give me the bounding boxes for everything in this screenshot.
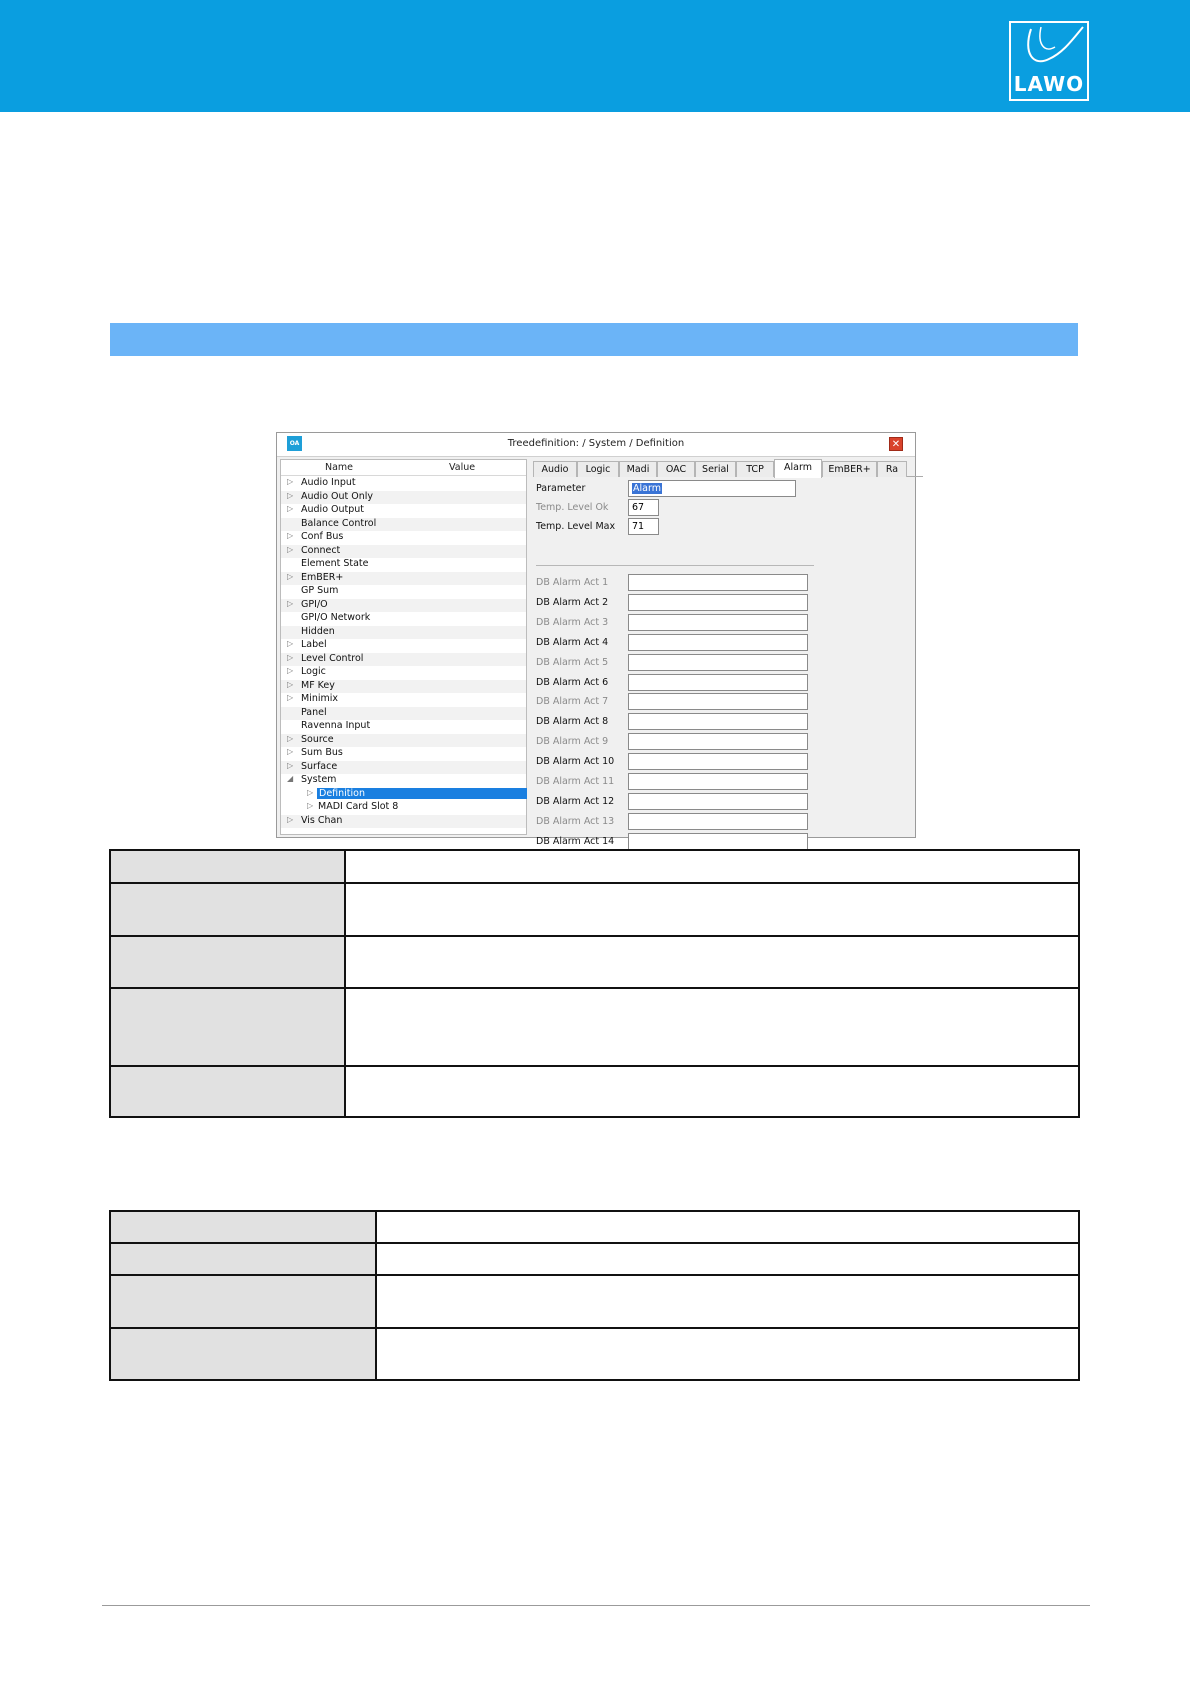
window-titlebar	[277, 433, 915, 457]
expand-arrow-icon[interactable]: ▷	[287, 814, 294, 824]
tree-item-label: GPI/O Network	[301, 612, 371, 623]
parameter-row	[533, 480, 917, 498]
alarm-row	[533, 574, 917, 592]
tree-item[interactable]	[281, 774, 526, 788]
expand-arrow-icon[interactable]: ▷	[287, 639, 294, 648]
tree-item[interactable]	[281, 585, 526, 599]
tree-item[interactable]	[281, 639, 526, 653]
alarm-field[interactable]	[628, 614, 808, 631]
alarm-label: DB Alarm Act 7	[536, 696, 609, 708]
expand-arrow-icon[interactable]: ▷	[287, 490, 294, 500]
alarm-label: DB Alarm Act 11	[536, 776, 615, 787]
treedefinition-window	[276, 432, 916, 847]
table-row	[110, 850, 1079, 883]
alarm-row	[533, 813, 917, 831]
section-heading-bar	[110, 323, 1078, 356]
expand-arrow-icon[interactable]: ▷	[287, 747, 294, 756]
tree-item[interactable]	[281, 788, 526, 802]
logo-swoosh-icon	[1011, 23, 1087, 79]
alarm-field[interactable]	[628, 693, 808, 710]
tree-item[interactable]	[281, 815, 526, 829]
tree-item-label: GPI/O	[301, 598, 328, 610]
tree-item[interactable]	[281, 518, 526, 532]
app-icon: OA	[287, 436, 302, 451]
tree-item-label: Audio Output	[301, 504, 365, 515]
tree-item[interactable]	[281, 801, 526, 815]
parameter-label: Parameter	[536, 483, 586, 494]
tree-item-label: Label	[301, 639, 327, 650]
tree-item-label: Surface	[301, 760, 338, 772]
alarm-label: DB Alarm Act 1	[536, 577, 609, 588]
alarm-label: DB Alarm Act 10	[536, 756, 615, 768]
alarm-row	[533, 753, 917, 771]
tab-audio[interactable]: Audio	[533, 461, 577, 477]
logo-text: LAWO	[1013, 72, 1085, 96]
tree-item-label: System	[301, 774, 337, 785]
column-header-value[interactable]: Value	[449, 462, 476, 473]
tree-item[interactable]	[281, 693, 526, 707]
tree-item[interactable]	[281, 653, 526, 667]
alarm-row	[533, 614, 917, 632]
expand-arrow-icon[interactable]: ▷	[287, 571, 294, 581]
alarm-field[interactable]	[628, 713, 808, 730]
alarm-field[interactable]	[628, 634, 808, 651]
footer-divider	[102, 1605, 1090, 1606]
expand-arrow-icon[interactable]: ▷	[287, 760, 294, 770]
column-header-name[interactable]: Name	[325, 462, 354, 473]
temp-max-field[interactable]: 71	[628, 518, 659, 535]
alarm-field[interactable]	[628, 594, 808, 611]
tree-item[interactable]	[281, 734, 526, 748]
alarm-row	[533, 594, 917, 612]
tree-item[interactable]	[281, 599, 526, 613]
tree-item[interactable]	[281, 504, 526, 518]
alarm-row	[533, 733, 917, 751]
alarm-row	[533, 654, 917, 672]
alarm-form	[533, 478, 917, 847]
tree-item[interactable]	[281, 572, 526, 586]
temp-max-row	[533, 518, 917, 536]
alarm-row	[533, 833, 917, 851]
table-row	[110, 883, 1079, 936]
tree-item-label: MF Key	[301, 679, 335, 691]
alarm-row	[533, 713, 917, 731]
alarm-field[interactable]	[628, 574, 808, 591]
expand-arrow-icon[interactable]: ▷	[287, 477, 294, 486]
tab-logic[interactable]: Logic	[577, 461, 619, 477]
alarm-field[interactable]	[628, 674, 808, 691]
tree-item-label: GP Sum	[301, 585, 339, 596]
table-row	[110, 1328, 1079, 1380]
expand-arrow-icon[interactable]: ▷	[287, 733, 294, 743]
tree-item[interactable]	[281, 612, 526, 626]
expand-arrow-icon[interactable]: ▷	[287, 598, 294, 608]
tree-item[interactable]	[281, 747, 526, 761]
tree-item-label: Sum Bus	[301, 747, 343, 758]
tab-oac[interactable]: OAC	[657, 461, 695, 477]
tree-item-label: Hidden	[301, 625, 335, 637]
parameter-value: Alarm	[633, 483, 661, 494]
expand-arrow-icon[interactable]: ▷	[307, 801, 314, 810]
tree-item[interactable]	[281, 545, 526, 559]
tree-item-label: Source	[301, 733, 334, 745]
tree-item[interactable]	[281, 531, 526, 545]
table-row	[110, 936, 1079, 988]
expanded-arrow-icon[interactable]: ◢	[287, 774, 294, 783]
tree-item-label: Audio Out Only	[301, 490, 374, 502]
tree-item[interactable]	[281, 558, 526, 572]
alarm-row	[533, 634, 917, 652]
table-row	[110, 988, 1079, 1066]
temp-max-label: Temp. Level Max	[536, 521, 616, 532]
tree-item-label: Ravenna Input	[301, 720, 371, 731]
tree-item-label: EmBER+	[301, 571, 344, 583]
parameter-table-1	[109, 849, 1080, 1118]
alarm-label: DB Alarm Act 5	[536, 656, 609, 668]
tab-serial[interactable]: Serial	[695, 461, 736, 477]
tree-item[interactable]	[281, 680, 526, 694]
tree-header	[281, 460, 526, 476]
alarm-label: DB Alarm Act 2	[536, 596, 609, 608]
alarm-field[interactable]	[628, 773, 808, 790]
form-separator	[536, 565, 814, 566]
temp-ok-label: Temp. Level Ok	[536, 502, 609, 513]
parameter-table-2	[109, 1210, 1080, 1381]
expand-arrow-icon[interactable]: ▷	[287, 652, 294, 662]
table-row	[110, 1066, 1079, 1117]
tree-item-label: Balance Control	[301, 517, 377, 529]
close-icon[interactable]: ✕	[889, 437, 903, 451]
expand-arrow-icon[interactable]: ▷	[287, 693, 294, 702]
tree-item-label: Logic	[301, 666, 326, 677]
tab-ember[interactable]: EmBER+	[822, 461, 877, 477]
tree-item-label: Audio Input	[301, 477, 356, 488]
tab-alarm[interactable]: Alarm	[774, 459, 822, 478]
alarm-field[interactable]	[628, 753, 808, 770]
table-row	[110, 1275, 1079, 1328]
expand-arrow-icon[interactable]: ▷	[307, 787, 314, 797]
table-row	[110, 1243, 1079, 1275]
tab-bar	[533, 459, 923, 477]
temp-ok-field[interactable]: 67	[628, 499, 659, 516]
tree-item-label: MADI Card Slot 8	[318, 801, 399, 812]
tree-item[interactable]	[281, 666, 526, 680]
alarm-field[interactable]	[628, 813, 808, 830]
alarm-row	[533, 793, 917, 811]
alarm-label: DB Alarm Act 3	[536, 616, 609, 628]
tree-item[interactable]	[281, 761, 526, 775]
expand-arrow-icon[interactable]: ▷	[287, 666, 294, 675]
tree-item[interactable]	[281, 491, 526, 505]
page-header	[0, 0, 1190, 112]
tree-item[interactable]	[281, 720, 526, 734]
alarm-row	[533, 674, 917, 692]
alarm-row	[533, 773, 917, 791]
alarm-row	[533, 693, 917, 711]
tab-tcp[interactable]: TCP	[736, 461, 774, 477]
alarm-field[interactable]	[628, 833, 808, 850]
tree-item-label: Definition	[317, 788, 527, 799]
tree-item[interactable]	[281, 707, 526, 721]
tree-list	[281, 477, 526, 828]
parameter-field[interactable]	[628, 480, 796, 497]
alarm-label: DB Alarm Act 13	[536, 815, 615, 827]
alarm-field[interactable]	[628, 654, 808, 671]
tree-panel	[280, 459, 527, 835]
tree-item-label: Conf Bus	[301, 531, 344, 542]
alarm-label: DB Alarm Act 9	[536, 736, 609, 748]
alarm-label: DB Alarm Act 12	[536, 795, 615, 807]
tree-item-label: Vis Chan	[301, 814, 343, 826]
expand-arrow-icon[interactable]: ▷	[287, 531, 294, 540]
tab-ra[interactable]: Ra	[877, 461, 907, 477]
tree-item-label: Level Control	[301, 652, 364, 664]
alarm-label: DB Alarm Act 14	[536, 835, 615, 847]
expand-arrow-icon[interactable]: ▷	[287, 544, 294, 554]
tree-item-label: Minimix	[301, 693, 339, 704]
window-title: Treedefinition: / System / Definition	[507, 438, 685, 449]
alarm-field[interactable]	[628, 793, 808, 810]
alarm-label: DB Alarm Act 6	[536, 676, 609, 688]
tree-item-label: Element State	[301, 558, 369, 569]
alarm-field[interactable]	[628, 733, 808, 750]
alarm-label: DB Alarm Act 4	[536, 636, 609, 648]
tree-item[interactable]	[281, 477, 526, 491]
table-row	[110, 1211, 1079, 1243]
tree-item[interactable]	[281, 626, 526, 640]
expand-arrow-icon[interactable]: ▷	[287, 679, 294, 689]
tree-item-label: Panel	[301, 706, 327, 718]
alarm-label: DB Alarm Act 8	[536, 716, 609, 728]
expand-arrow-icon[interactable]: ▷	[287, 504, 294, 513]
tab-madi[interactable]: Madi	[619, 461, 657, 477]
temp-ok-row	[533, 499, 917, 517]
lawo-logo	[1009, 21, 1089, 101]
tree-item-label: Connect	[301, 544, 341, 556]
